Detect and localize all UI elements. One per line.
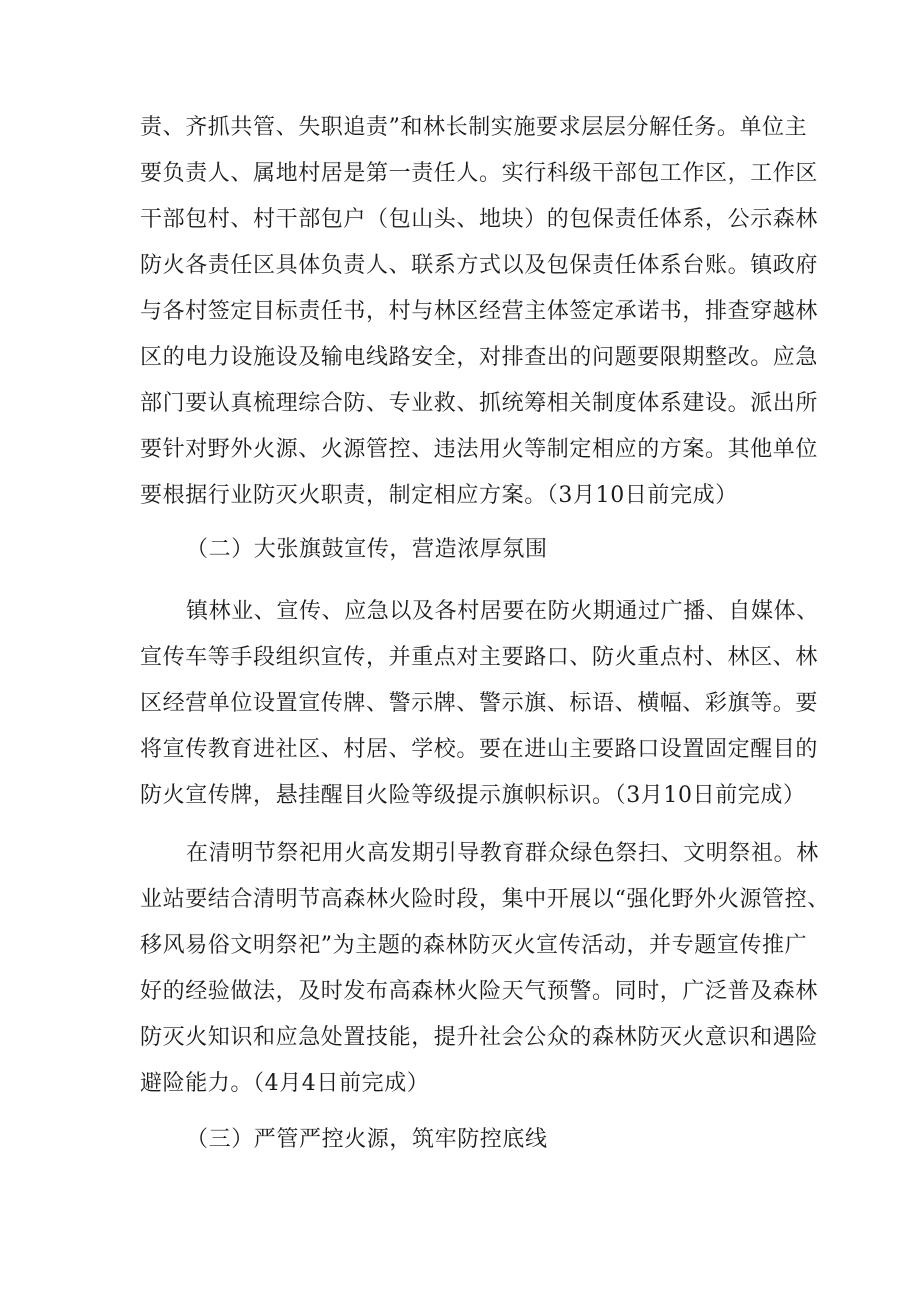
- paragraph-line: 防火宣传牌，悬挂醒目火险等级提示旗帜标识。（3月10日前完成）: [140, 783, 806, 808]
- paragraph-line: 镇林业、宣传、应急以及各村居要在防火期通过广播、自媒体、: [186, 599, 819, 624]
- paragraph-line: 区经营单位设置宣传牌、警示牌、警示旗、标语、横幅、彩旗等。要: [140, 691, 819, 716]
- paragraph-line: 好的经验做法，及时发布高森林火险天气预警。同时，广泛普及森林: [140, 979, 819, 1004]
- paragraph-line: 避险能力。（4月4日前完成）: [140, 1071, 430, 1096]
- paragraph-line: 要负责人、属地村居是第一责任人。实行科级干部包工作区，工作区: [140, 161, 819, 186]
- paragraph-line: 防火各责任区具体负责人、联系方式以及包保责任体系台账。镇政府: [140, 253, 819, 278]
- paragraph-line: 在清明节祭祀用火高发期引导教育群众绿色祭扫、文明祭祖。林: [186, 841, 819, 866]
- paragraph-line: 与各村签定目标责任书，村与林区经营主体签定承诺书，排查穿越林: [140, 299, 819, 324]
- paragraph-line: 要根据行业防灭火职责，制定相应方案。（3月10日前完成）: [140, 483, 738, 508]
- paragraph-line: 要针对野外火源、火源管控、违法用火等制定相应的方案。其他单位: [140, 437, 819, 462]
- paragraph-line: 移风易俗文明祭祀”为主题的森林防灭火宣传活动，并专题宣传推广: [140, 933, 808, 958]
- paragraph-line: 防灭火知识和应急处置技能，提升社会公众的森林防灭火意识和遇险: [140, 1025, 819, 1050]
- paragraph-line: 业站要结合清明节高森林火险时段，集中开展以“强化野外火源管控、: [140, 887, 830, 912]
- section-heading: （三）严管严控火源，筑牢防控底线: [186, 1127, 548, 1152]
- paragraph-line: 宣传车等手段组织宣传，并重点对主要路口、防火重点村、林区、林: [140, 645, 819, 670]
- paragraph-line: 区的电力设施设及输电线路安全，对排查出的问题要限期整改。应急: [140, 345, 819, 370]
- paragraph-line: 责、齐抓共管、失职追责”和林长制实施要求层层分解任务。单位主: [140, 115, 808, 140]
- paragraph-line: 将宣传教育进社区、村居、学校。要在进山主要路口设置固定醒目的: [140, 737, 819, 762]
- paragraph-line: 部门要认真梳理综合防、专业救、抓统筹相关制度体系建设。派出所: [140, 391, 819, 416]
- paragraph-line: 干部包村、村干部包户（包山头、地块）的包保责任体系，公示森林: [140, 207, 819, 232]
- section-heading: （二）大张旗鼓宣传，营造浓厚氛围: [186, 537, 548, 562]
